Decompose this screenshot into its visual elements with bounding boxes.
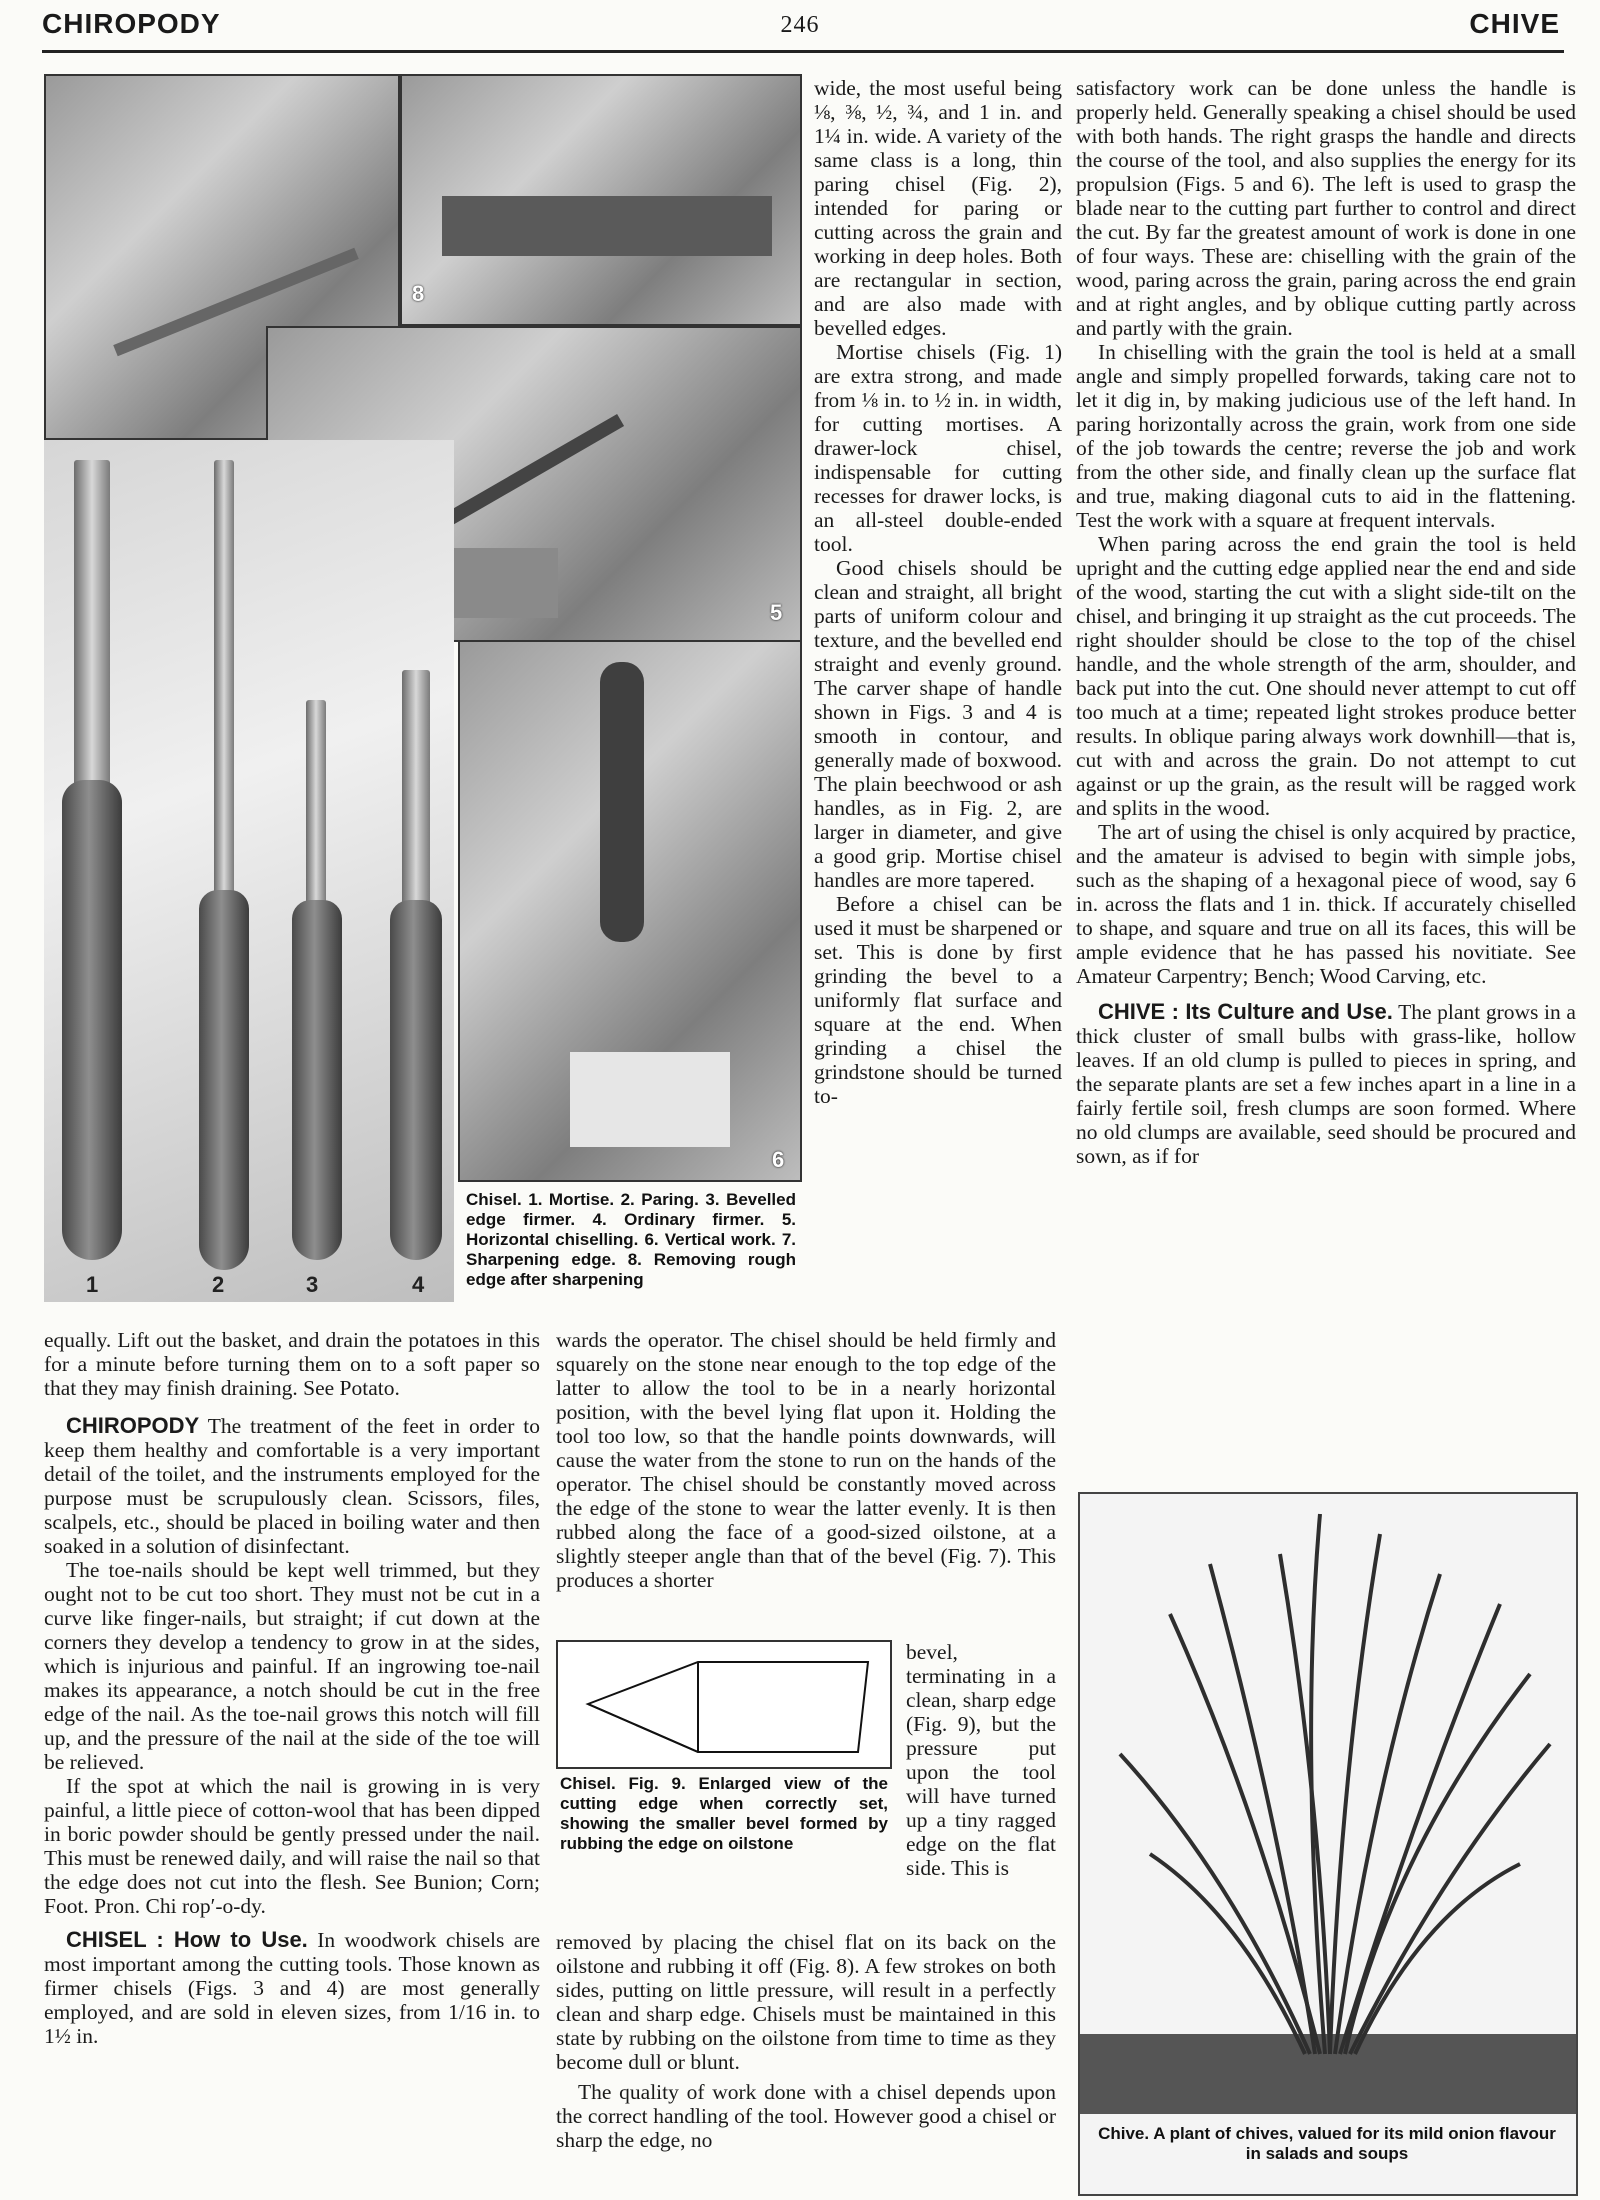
paragraph: wards the operator. The chisel should be held firmly and squarely on the stone near enough to the top edge of the latter to allow the tool to be in a nearly horizontal position, with the bevel lying flat upon it. Holding the tool too low, so that the handle points downwards, will cause the water from the stone to run on the hands of the operator. The chisel should be constantly moved across the edge of the stone to wear the latter evenly. It is then rubbed along the face of a good-sized oilstone, at a slightly steeper angle than that of the bevel (Fig. 7). This produces a shorter bbox=[556, 1328, 1056, 1592]
column-left-bottom bbox=[44, 1328, 540, 2048]
photo-label: 3 bbox=[306, 1272, 319, 1297]
photo-chive-plant bbox=[1078, 1492, 1578, 2196]
paragraph: Good chisels should be clean and straight, all bright parts of uniform colour and texture, and the bevelled end straight and evenly ground. The carver shape of handle shown in Figs. 3 and 4 is smooth in contour, and generally made of boxwood. The plain beechwood or ash handles, as in Fig. 2, are larger in diameter, and give a good grip. Mortise chisel handles are more tapered. bbox=[814, 556, 1062, 892]
paragraph-chive bbox=[1076, 1000, 1576, 1168]
figure-9-cutting-edge bbox=[556, 1640, 892, 1769]
paragraph: The art of using the chisel is only acquired by practice, and the amateur is advised to begin with simple jobs, such as the shaping of a hexagonal piece of wood, say 6 in. across the flats and 1 in. thick. If accurately chiselled to shape, and square and true on all its faces, this will be ample evidence that he has passed his novitiate. See Amateur Carpentry; Bench; Wood Carving, etc. bbox=[1076, 820, 1576, 988]
running-head-right: CHIVE bbox=[1469, 8, 1560, 39]
photo-chisel-set bbox=[44, 440, 454, 1302]
page-number: 246 bbox=[780, 12, 820, 38]
column-middle-bottom-a bbox=[556, 1328, 1056, 1592]
photo-label: 8 bbox=[412, 281, 425, 306]
paragraph: The toe-nails should be kept well trimmed, but they ought not to be cut too short. They must not be cut in a curve like finger-nails, but straight; if cut down at the corners they develop a tendency to grow in at the sides, which is injurious and painful. If an ingrowing toe-nail makes its appearance, a notch should be cut in the free edge of the nail. As the toe-nail grows this notch will fill up, and the pressure of the nail at the side of the toe will be relieved. bbox=[44, 1558, 540, 1774]
column-middle-top bbox=[814, 76, 1062, 1108]
paragraph: Mortise chisels (Fig. 1) are extra strong, and made from ⅛ in. to ½ in. in width, for cutting mortises. A drawer-lock chisel, indispensable for cutting recesses for drawer locks, is an all-steel double-ended tool. bbox=[814, 340, 1062, 556]
chive-text: The plant grows in a thick cluster of small bulbs with grass-like, hollow leaves. If an old clump is pulled to pieces in spring, and the separate plants are set a few inches apart in a line in a fairly fertile soil, fresh clumps are soon formed. Where no old clumps are available, seed should be procured and sown, as if for bbox=[1076, 1000, 1576, 1168]
cutting-edge-diagram bbox=[558, 1642, 890, 1767]
figure-9-caption: Chisel. Fig. 9. Enlarged view of the cutting edge when correctly set, showing the smaller bevel formed by rubbing the edge on oilstone bbox=[560, 1774, 888, 1853]
photo-label: 6 bbox=[772, 1147, 785, 1172]
paragraph-chiropody bbox=[44, 1414, 540, 1558]
entry-heading-chisel: CHISEL : How to Use. bbox=[66, 1927, 308, 1952]
chisel-figure-caption: Chisel. 1. Mortise. 2. Paring. 3. Bevelled edge firmer. 4. Ordinary firmer. 5. Horizontal chiselling. 6. Vertical work. 7. Sharpening edge. 8. Removing rough edge after sharpening bbox=[466, 1190, 796, 1289]
column-middle-bottom-c bbox=[556, 1930, 1056, 2152]
entry-heading-chiropody: CHIROPODY bbox=[66, 1413, 200, 1438]
paragraph: When paring across the end grain the tool is held upright and the cutting edge applied near the end and side of the wood, starting the cut with a slight side-tilt on the chisel, and bringing it up straight as the cut proceeds. The right shoulder should be close to the top of the chisel handle, and the whole strength of the arm, shoulder, and back put into the cut. One should never attempt to cut off too much at a time; repeated light strokes produce better results. In oblique paring always work downhill—that is, cut with and across the grain. Do not attempt to cut against or up the grain, as the result will be ragged work and splits in the wood. bbox=[1076, 532, 1576, 820]
photo-label: 1 bbox=[86, 1272, 99, 1297]
header-rule bbox=[42, 50, 1564, 53]
chiropody-text: The treatment of the feet in order to keep them healthy and comfortable is a very important detail of the toilet, and the instruments employed for the purpose must be scrupulously clean. Scissors, files, scalpels, etc., should be placed in boiling water and then soaked in a solution of disinfectant. bbox=[44, 1414, 540, 1558]
paragraph: equally. Lift out the basket, and drain the potatoes in this for a minute before turning them on to a soft paper so that they may finish draining. See Potato. bbox=[44, 1328, 540, 1400]
running-head-left: CHIROPODY bbox=[42, 8, 221, 39]
photo-vertical-work bbox=[458, 640, 802, 1182]
entry-heading-chive: CHIVE : Its Culture and Use. bbox=[1098, 999, 1393, 1024]
paragraph: In chiselling with the grain the tool is held at a small angle and simply propelled forwards, taking care not to let it dig in, by making judicious use of the left hand. In paring horizontally across the grain, work from one side of the job towards the centre; reverse the job and work from the other side, and finally clean up the surface flat and true, making diagonal cuts to aid in the flattening. Test the work with a square at frequent intervals. bbox=[1076, 340, 1576, 532]
paragraph: Before a chisel can be used it must be sharpened or set. This is done by first grinding the bevel to a uniformly flat surface and square at the end. When grinding a chisel the grindstone should be turned to- bbox=[814, 892, 1062, 1108]
paragraph: wide, the most useful being ⅛, ⅜, ½, ¾, and 1 in. and 1¼ in. wide. A variety of the same class is a long, thin paring chisel (Fig. 2), intended for paring or cutting across the grain and working in deep holes. Both are rectangular in section, and are also made with bevelled edges. bbox=[814, 76, 1062, 340]
paragraph-chisel bbox=[44, 1928, 540, 2048]
paragraph: If the spot at which the nail is growing in is very painful, a little piece of cotton-wool that has been dipped in boric powder should be gently pressed under the nail. This must be renewed daily, and will raise the nail so that the edge does not cut into the flesh. See Bunion; Corn; Foot. Pron. Chi rop′-o-dy. bbox=[44, 1774, 540, 1918]
paragraph: bevel, terminating in a clean, sharp edge (Fig. 9), but the pressure put upon the tool will have turned up a tiny ragged edge on the flat side. This is bbox=[906, 1640, 1056, 1880]
photo-label: 4 bbox=[412, 1272, 425, 1297]
chive-plant-drawing bbox=[1080, 1494, 1576, 2114]
photo-label: 2 bbox=[212, 1272, 225, 1297]
paragraph: removed by placing the chisel flat on its back on the oilstone and rubbing it off (Fig. 8). A few strokes on both sides, putting on little pressure, will result in a perfectly clean and sharp edge. Chisels must be maintained in this state by rubbing on the oilstone from time to time as they become dull or blunt. bbox=[556, 1930, 1056, 2074]
column-middle-bottom-b bbox=[906, 1640, 1056, 1880]
column-right bbox=[1076, 76, 1576, 1168]
photo-removing-rough-edge bbox=[400, 74, 802, 326]
chive-caption: Chive. A plant of chives, valued for its mild onion flavour in salads and soups bbox=[1098, 2124, 1556, 2163]
paragraph: satisfactory work can be done unless the handle is properly held. Generally speaking a chisel should be used with both hands. The right grasps the handle and directs the course of the tool, and also supplies the energy for its propulsion (Figs. 5 and 6). The left is used to grasp the blade near to the cutting part further to control and direct the cut. By far the greatest amount of work is done in one of four ways. These are: chiselling with the grain of the wood, paring across the grain, paring across the end grain and at right angles, and by oblique cutting partly across and partly with the grain. bbox=[1076, 76, 1576, 340]
photo-label: 5 bbox=[770, 600, 783, 625]
chisel-text: In woodwork chisels are most important among the cutting tools. Those known as firmer chisels (Figs. 3 and 4) are most generally employed, and are sold in eleven sizes, from 1/16 in. to 1½ in. bbox=[44, 1928, 540, 2048]
paragraph: The quality of work done with a chisel depends upon the correct handling of the tool. However good a chisel or sharp the edge, no bbox=[556, 2080, 1056, 2152]
